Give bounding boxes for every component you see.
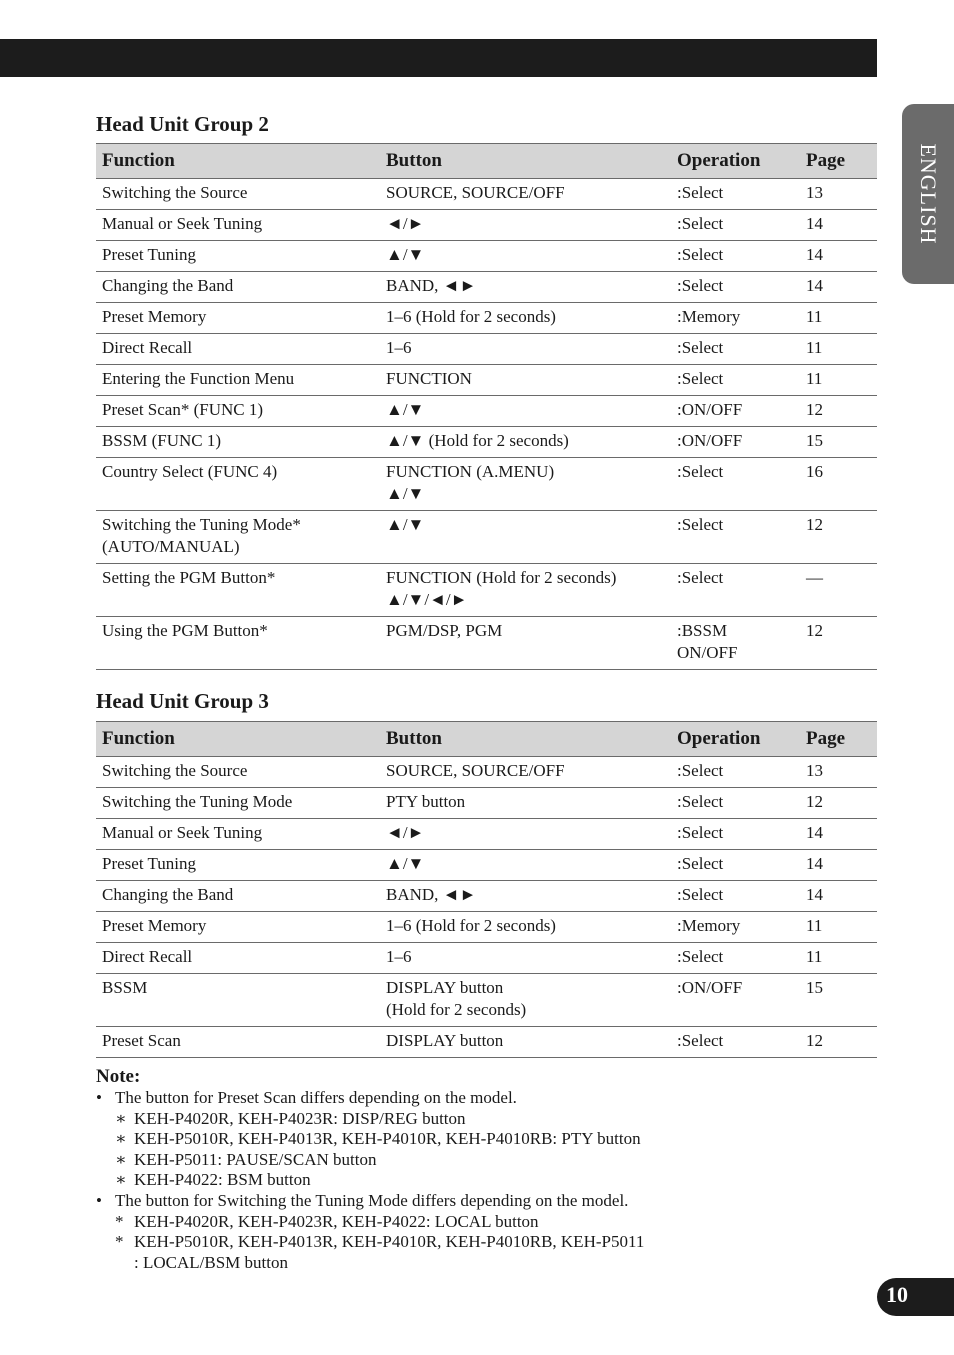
cell-function: Direct Recall — [96, 943, 380, 974]
table-row — [96, 819, 877, 850]
cell-button: 1–6 — [380, 334, 671, 365]
table-row — [96, 564, 877, 617]
cell-page: 15 — [800, 427, 877, 458]
table-row — [96, 334, 877, 365]
model-list-item: * KEH-P4020R, KEH-P4023R, KEH-P4022: LOCAL button — [115, 1212, 644, 1233]
page-number: 10 — [886, 1282, 908, 1307]
cell-operation: :BSSM ON/OFF — [671, 617, 800, 670]
language-tab-label: ENGLISH — [916, 143, 941, 245]
cell-function: Switching the Tuning Mode — [96, 788, 380, 819]
function-table-group-3 — [96, 721, 877, 1058]
cell-operation: :ON/OFF — [671, 974, 800, 1027]
cell-function: Manual or Seek Tuning — [96, 210, 380, 241]
note-bullet — [96, 1088, 644, 1191]
section-title-group-3: Head Unit Group 3 — [96, 689, 269, 713]
cell-page: 14 — [800, 850, 877, 881]
cell-page: 14 — [800, 819, 877, 850]
cell-page: 14 — [800, 272, 877, 303]
model-list — [115, 1212, 644, 1274]
cell-button: ▲/▼ (Hold for 2 seconds) — [380, 427, 671, 458]
cell-page: 15 — [800, 974, 877, 1027]
table-row — [96, 1027, 877, 1058]
cell-operation: :Select — [671, 179, 800, 210]
note-list — [96, 1088, 644, 1273]
table-row — [96, 396, 877, 427]
cell-operation: :ON/OFF — [671, 396, 800, 427]
cell-page: 12 — [800, 788, 877, 819]
cell-button: PTY button — [380, 788, 671, 819]
model-list-item: ∗ KEH-P5011: PAUSE/SCAN button — [115, 1150, 644, 1171]
table-row — [96, 850, 877, 881]
cell-button: ▲/▼ — [380, 850, 671, 881]
table-row — [96, 757, 877, 788]
cell-operation: :Select — [671, 788, 800, 819]
cell-function: Changing the Band — [96, 272, 380, 303]
cell-function: Direct Recall — [96, 334, 380, 365]
cell-operation: :Select — [671, 334, 800, 365]
cell-page: 11 — [800, 912, 877, 943]
table-row — [96, 303, 877, 334]
table-row — [96, 241, 877, 272]
page-number-badge — [877, 1278, 954, 1316]
language-tab — [902, 104, 954, 284]
cell-button: PGM/DSP, PGM — [380, 617, 671, 670]
column-header-function: Function — [96, 722, 380, 757]
cell-operation: :Memory — [671, 303, 800, 334]
column-header-operation: Operation — [671, 144, 800, 179]
table-row — [96, 943, 877, 974]
table-row — [96, 617, 877, 670]
cell-page: — — [800, 564, 877, 617]
cell-function: Preset Tuning — [96, 850, 380, 881]
cell-button: BAND, ◄► — [380, 272, 671, 303]
cell-button: ◄/► — [380, 210, 671, 241]
cell-page: 12 — [800, 396, 877, 427]
cell-operation: :Select — [671, 241, 800, 272]
table-row — [96, 458, 877, 511]
cell-page: 12 — [800, 1027, 877, 1058]
cell-page: 14 — [800, 881, 877, 912]
column-header-button: Button — [380, 722, 671, 757]
table-row — [96, 511, 877, 564]
model-list — [115, 1109, 644, 1191]
cell-function: Using the PGM Button* — [96, 617, 380, 670]
cell-button: FUNCTION (Hold for 2 seconds) ▲/▼/◄/► — [380, 564, 671, 617]
cell-function: Switching the Source — [96, 179, 380, 210]
table-header-row — [96, 144, 877, 179]
cell-function: Preset Tuning — [96, 241, 380, 272]
cell-page: 14 — [800, 241, 877, 272]
cell-button: BAND, ◄► — [380, 881, 671, 912]
table-row — [96, 788, 877, 819]
cell-page: 11 — [800, 365, 877, 396]
column-header-page: Page — [800, 722, 877, 757]
column-header-operation: Operation — [671, 722, 800, 757]
cell-operation: :Select — [671, 943, 800, 974]
cell-function: Entering the Function Menu — [96, 365, 380, 396]
model-list-item: ∗ KEH-P4022: BSM button — [115, 1170, 644, 1191]
cell-page: 16 — [800, 458, 877, 511]
table-row — [96, 179, 877, 210]
cell-page: 14 — [800, 210, 877, 241]
cell-operation: :Select — [671, 511, 800, 564]
table-row — [96, 272, 877, 303]
cell-operation: :Select — [671, 458, 800, 511]
cell-button: FUNCTION (A.MENU) ▲/▼ — [380, 458, 671, 511]
cell-operation: :Select — [671, 881, 800, 912]
cell-button: DISPLAY button — [380, 1027, 671, 1058]
header-bar — [0, 39, 877, 77]
section-title-group-2: Head Unit Group 2 — [96, 112, 269, 136]
table-row — [96, 974, 877, 1027]
cell-function: Setting the PGM Button* — [96, 564, 380, 617]
model-list-item: * KEH-P5010R, KEH-P4013R, KEH-P4010R, KEH-P4010RB, KEH-P5011 : LOCAL/BSM button — [115, 1232, 644, 1273]
cell-function: Preset Memory — [96, 303, 380, 334]
cell-operation: :ON/OFF — [671, 427, 800, 458]
function-table-group-2 — [96, 143, 877, 670]
table-row — [96, 427, 877, 458]
cell-operation: :Select — [671, 819, 800, 850]
cell-operation: :Select — [671, 757, 800, 788]
cell-operation: :Select — [671, 564, 800, 617]
cell-function: Preset Scan — [96, 1027, 380, 1058]
cell-button: 1–6 (Hold for 2 seconds) — [380, 303, 671, 334]
table-row — [96, 881, 877, 912]
cell-operation: :Select — [671, 365, 800, 396]
cell-page: 11 — [800, 334, 877, 365]
cell-button: ◄/► — [380, 819, 671, 850]
cell-function: Country Select (FUNC 4) — [96, 458, 380, 511]
column-header-page: Page — [800, 144, 877, 179]
cell-function: Manual or Seek Tuning — [96, 819, 380, 850]
column-header-function: Function — [96, 144, 380, 179]
cell-page: 12 — [800, 511, 877, 564]
cell-button: FUNCTION — [380, 365, 671, 396]
note-bullet — [96, 1191, 644, 1273]
cell-button: 1–6 (Hold for 2 seconds) — [380, 912, 671, 943]
cell-button: SOURCE, SOURCE/OFF — [380, 757, 671, 788]
table-row — [96, 912, 877, 943]
cell-function: Switching the Source — [96, 757, 380, 788]
cell-operation: :Select — [671, 210, 800, 241]
table-header-row — [96, 722, 877, 757]
model-list-item: ∗ KEH-P4020R, KEH-P4023R: DISP/REG button — [115, 1109, 644, 1130]
cell-page: 13 — [800, 179, 877, 210]
cell-function: Preset Memory — [96, 912, 380, 943]
cell-button: DISPLAY button (Hold for 2 seconds) — [380, 974, 671, 1027]
cell-page: 13 — [800, 757, 877, 788]
cell-button: ▲/▼ — [380, 511, 671, 564]
cell-function: Changing the Band — [96, 881, 380, 912]
note-bullet-text: The button for Switching the Tuning Mode differs depending on the model. — [115, 1190, 629, 1210]
table-row — [96, 210, 877, 241]
cell-operation: :Select — [671, 1027, 800, 1058]
table-row — [96, 365, 877, 396]
cell-button: 1–6 — [380, 943, 671, 974]
cell-button: SOURCE, SOURCE/OFF — [380, 179, 671, 210]
model-list-item: ∗ KEH-P5010R, KEH-P4013R, KEH-P4010R, KEH-P4010RB: PTY button — [115, 1129, 644, 1150]
note-bullet-text: The button for Preset Scan differs depending on the model. — [115, 1088, 517, 1107]
cell-page: 12 — [800, 617, 877, 670]
cell-function: BSSM (FUNC 1) — [96, 427, 380, 458]
note-title: Note: — [96, 1066, 141, 1087]
cell-button: ▲/▼ — [380, 241, 671, 272]
cell-page: 11 — [800, 303, 877, 334]
cell-function: Switching the Tuning Mode* (AUTO/MANUAL) — [96, 511, 380, 564]
cell-function: Preset Scan* (FUNC 1) — [96, 396, 380, 427]
cell-operation: :Memory — [671, 912, 800, 943]
cell-operation: :Select — [671, 272, 800, 303]
cell-button: ▲/▼ — [380, 396, 671, 427]
cell-operation: :Select — [671, 850, 800, 881]
column-header-button: Button — [380, 144, 671, 179]
cell-page: 11 — [800, 943, 877, 974]
cell-function: BSSM — [96, 974, 380, 1027]
